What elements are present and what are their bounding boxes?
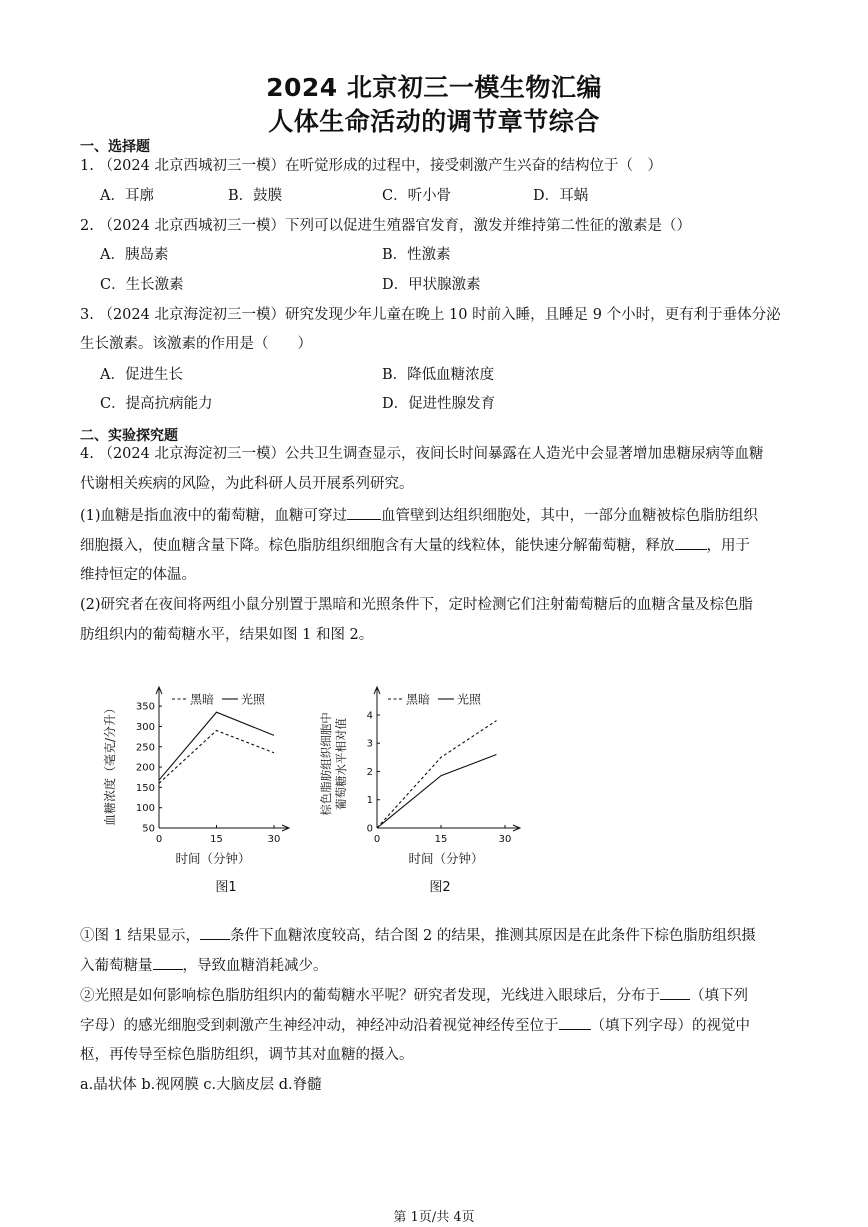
q4-sub2-line1: ②光照是如何影响棕色脂肪组织内的葡萄糖水平呢？研究者发现，光线进入眼球后，分布于 （填下列: [80, 985, 748, 1006]
q3-option-a: A．促进生长: [100, 367, 183, 383]
answer-blank[interactable]: [559, 1015, 591, 1030]
figure-1-chart: [96, 680, 296, 905]
y-axis-label-line1: 棕色脂肪组织细胞中: [319, 712, 333, 816]
series-line-dark: [159, 731, 274, 784]
q3-option-c: C．提高抗病能力: [100, 396, 213, 412]
section-experiment-heading: 二、实验探究题: [80, 428, 178, 444]
q1-option-d: D．耳蜗: [533, 188, 589, 204]
page-title: 2024 北京初三一模生物汇编: [266, 73, 602, 102]
y-axis-label: 血糖浓度（毫克/分升）: [103, 701, 117, 827]
q1-option-b: B．鼓膜: [228, 188, 283, 204]
q4-sub2-line3: 枢，再传导至棕色脂肪组织，调节其对血糖的摄入。: [80, 1047, 414, 1063]
y-tick-label: 350: [135, 701, 155, 713]
q4-letter-choices: a.晶状体 b.视网膜 c.大脑皮层 d.脊髓: [80, 1077, 322, 1093]
y-tick-label: 3: [366, 738, 373, 750]
y-tick-label: 250: [135, 742, 155, 754]
q2-option-c: C．生长激素: [100, 277, 184, 293]
answer-blank[interactable]: [675, 535, 707, 550]
answer-blank[interactable]: [200, 925, 230, 940]
q4-sub1-line1: ①图 1 结果显示， 条件下血糖浓度较高，结合图 2 的结果，推测其原因是在此条件下棕色脂肪组织摄: [80, 925, 756, 946]
y-tick-label: 50: [142, 823, 155, 835]
q3-stem-line2: 生长激素。该激素的作用是（ ）: [80, 336, 312, 352]
y-tick-label: 300: [135, 721, 155, 733]
q1-stem: 1. （2024 北京西城初三一模）在听觉形成的过程中，接受刺激产生兴奋的结构位于（ ）: [80, 158, 662, 174]
q2-option-d: D．甲状腺激素: [382, 277, 481, 293]
x-axis-label: 时间（分钟）: [408, 851, 484, 866]
q4-part2-line1: (2)研究者在夜间将两组小鼠分别置于黑暗和光照条件下，定时检测它们注射葡萄糖后的血糖含量及棕色脂: [80, 597, 754, 613]
q4-intro-line2: 代谢相关疾病的风险，为此科研人员开展系列研究。: [80, 476, 414, 492]
answer-blank[interactable]: [347, 505, 381, 520]
page-footer: 第 1页/共 4页: [393, 1210, 475, 1225]
x-tick-label: 0: [373, 834, 381, 845]
x-tick-label: 15: [210, 834, 223, 845]
y-tick-label: 1: [366, 795, 373, 807]
figure-2-chart: [316, 680, 536, 905]
answer-blank[interactable]: [153, 955, 183, 970]
y-tick-label: 100: [135, 803, 155, 815]
legend-label-dark: 黑暗: [406, 692, 431, 707]
q4-intro-line1: 4. （2024 北京海淀初三一模）公共卫生调查显示，夜间长时间暴露在人造光中会显著增加患糖尿病等血糖: [80, 446, 764, 462]
q3-stem-line1: 3. （2024 北京海淀初三一模）研究发现少年儿童在晚上 10 时前入睡，且睡足 9 个小时，更有利于垂体分泌: [80, 307, 781, 323]
section-choice-heading: 一、选择题: [80, 139, 150, 155]
page-subtitle: 人体生命活动的调节章节综合: [268, 107, 600, 136]
answer-blank[interactable]: [660, 985, 690, 1000]
q1-option-c: C．听小骨: [382, 188, 452, 204]
series-line-light: [377, 755, 496, 828]
q2-option-a: A．胰岛素: [100, 247, 169, 263]
q4-part1-line2: 细胞摄入，使血糖含量下降。棕色脂肪组织细胞含有大量的线粒体，能快速分解葡萄糖，释放 ，用于: [80, 535, 750, 556]
x-tick-label: 0: [155, 834, 163, 845]
y-tick-label: 4: [366, 710, 373, 722]
y-tick-label: 150: [135, 782, 155, 794]
q3-option-b: B．降低血糖浓度: [382, 367, 495, 383]
q3-option-d: D．促进性腺发育: [382, 396, 496, 412]
figure-caption: 图1: [215, 880, 237, 895]
y-tick-label: 0: [366, 823, 373, 835]
figure-caption: 图2: [429, 880, 451, 895]
legend-label-light: 光照: [457, 692, 482, 707]
q4-part1-line1: (1)血糖是指血液中的葡萄糖，血糖可穿过 血管壁到达组织细胞处，其中，一部分血糖被棕色脂肪组织: [80, 505, 758, 526]
x-tick-label: 30: [267, 834, 281, 845]
y-axis-label-line2: 葡萄糖水平相对值: [334, 718, 348, 810]
series-line-dark: [377, 721, 496, 828]
legend-label-light: 光照: [241, 692, 266, 707]
x-tick-label: 15: [434, 834, 448, 845]
q4-sub2-line2: 字母）的感光细胞受到刺激产生神经冲动，神经冲动沿着视觉神经传至位于 （填下列字母）的视觉中: [80, 1015, 750, 1036]
legend-label-dark: 黑暗: [190, 692, 215, 707]
x-axis-label: 时间（分钟）: [175, 851, 251, 866]
q4-sub1-line2: 入葡萄糖量 ，导致血糖消耗减少。: [80, 955, 328, 976]
x-tick-label: 30: [498, 834, 512, 845]
y-tick-label: 200: [135, 762, 155, 774]
y-tick-label: 2: [366, 766, 373, 778]
q2-option-b: B．性激素: [382, 247, 451, 263]
q2-stem: 2. （2024 北京西城初三一模）下列可以促进生殖器官发育，激发并维持第二性征的激素是（）: [80, 218, 691, 234]
q4-part1-line3: 维持恒定的体温。: [80, 567, 196, 583]
q4-part2-line2: 肪组织内的葡萄糖水平，结果如图 1 和图 2。: [80, 627, 374, 643]
q1-option-a: A．耳廓: [100, 188, 154, 204]
